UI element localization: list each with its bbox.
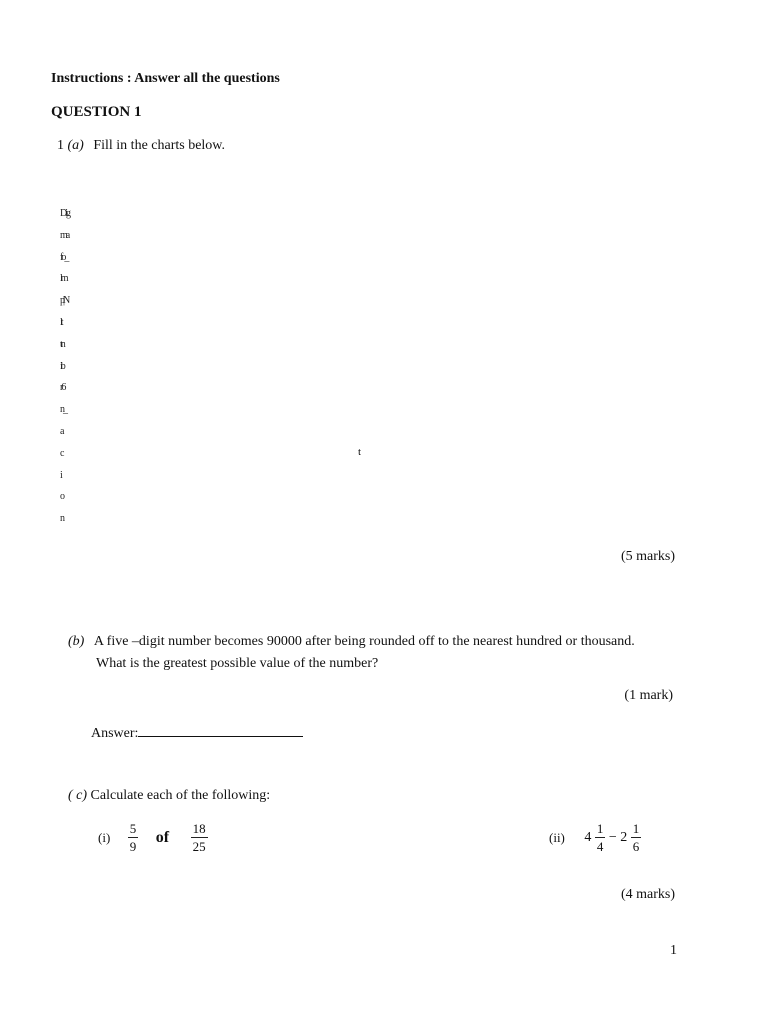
answer-blank[interactable] — [138, 722, 303, 737]
part-b-text: A five –digit number becomes 90000 after being rounded off to the nearest hundred or thousand. — [93, 634, 635, 649]
answer-label: Answer: — [91, 726, 139, 741]
fraction-5-9 — [128, 820, 139, 855]
fraction-numerator: 5 — [129, 821, 137, 836]
garbled-row: a — [60, 425, 63, 437]
garbled-row: ma — [60, 229, 69, 241]
question-1a — [57, 138, 225, 154]
garbled-row: fo_ — [60, 251, 68, 263]
part-c-i — [98, 820, 208, 855]
part-i-label: (i) — [98, 829, 111, 845]
garbled-row: n — [60, 513, 63, 525]
garbled-row: p|N — [60, 295, 69, 307]
part-b-line2: What is the greatest possible value of the number? — [96, 656, 379, 671]
marks-b: (1 mark) — [624, 688, 673, 703]
instructions-heading: Instructions : Answer all the questions — [51, 71, 280, 86]
part-c-text: Calculate each of the following: — [90, 788, 271, 803]
fraction-18-25 — [191, 820, 208, 855]
garbled-row: tn — [60, 338, 64, 350]
fraction-denominator: 6 — [632, 839, 640, 854]
stray-character: t — [358, 446, 362, 458]
garbled-row: c — [60, 447, 63, 459]
part-c-ii — [549, 820, 641, 855]
fraction-denominator: 9 — [129, 839, 137, 854]
answer-line — [91, 722, 303, 742]
page-number: 1 — [670, 943, 677, 958]
marks-c: (4 marks) — [620, 887, 675, 902]
fraction-numerator: 1 — [596, 821, 604, 836]
fraction-numerator: 18 — [192, 821, 206, 836]
garbled-chart — [60, 203, 76, 530]
garbled-row: r6 — [60, 382, 65, 394]
fraction-1-4 — [595, 820, 606, 855]
garbled-row: n_ — [60, 404, 66, 416]
garbled-row: ib — [60, 360, 64, 372]
part-b-label: (b) — [68, 634, 85, 649]
whole-number-2: 2 — [620, 829, 628, 845]
fraction-denominator: 4 — [596, 839, 604, 854]
question-1c — [68, 788, 270, 804]
fraction-1-6 — [631, 820, 642, 855]
garbled-row: i — [60, 469, 61, 481]
part-c-label: ( c) — [68, 788, 88, 803]
fraction-denominator: 25 — [192, 839, 206, 854]
question-1b-line1 — [68, 634, 635, 650]
marks-a: (5 marks) — [620, 549, 675, 564]
part-ii-label: (ii) — [549, 829, 565, 845]
whole-number-1: 4 — [584, 829, 592, 845]
fraction-numerator: 1 — [632, 821, 640, 836]
question-number: 1 — [57, 138, 64, 153]
garbled-row: lm — [60, 273, 67, 285]
question-title: QUESTION 1 — [51, 104, 142, 120]
minus-operator: − — [608, 829, 617, 845]
part-a-text: Fill in the charts below. — [93, 138, 226, 153]
garbled-row: o — [60, 491, 63, 503]
part-a-label: (a) — [67, 138, 84, 153]
garbled-row: Dig — [60, 208, 69, 219]
garbled-row: lt — [60, 316, 62, 328]
of-word: of — [155, 828, 170, 846]
